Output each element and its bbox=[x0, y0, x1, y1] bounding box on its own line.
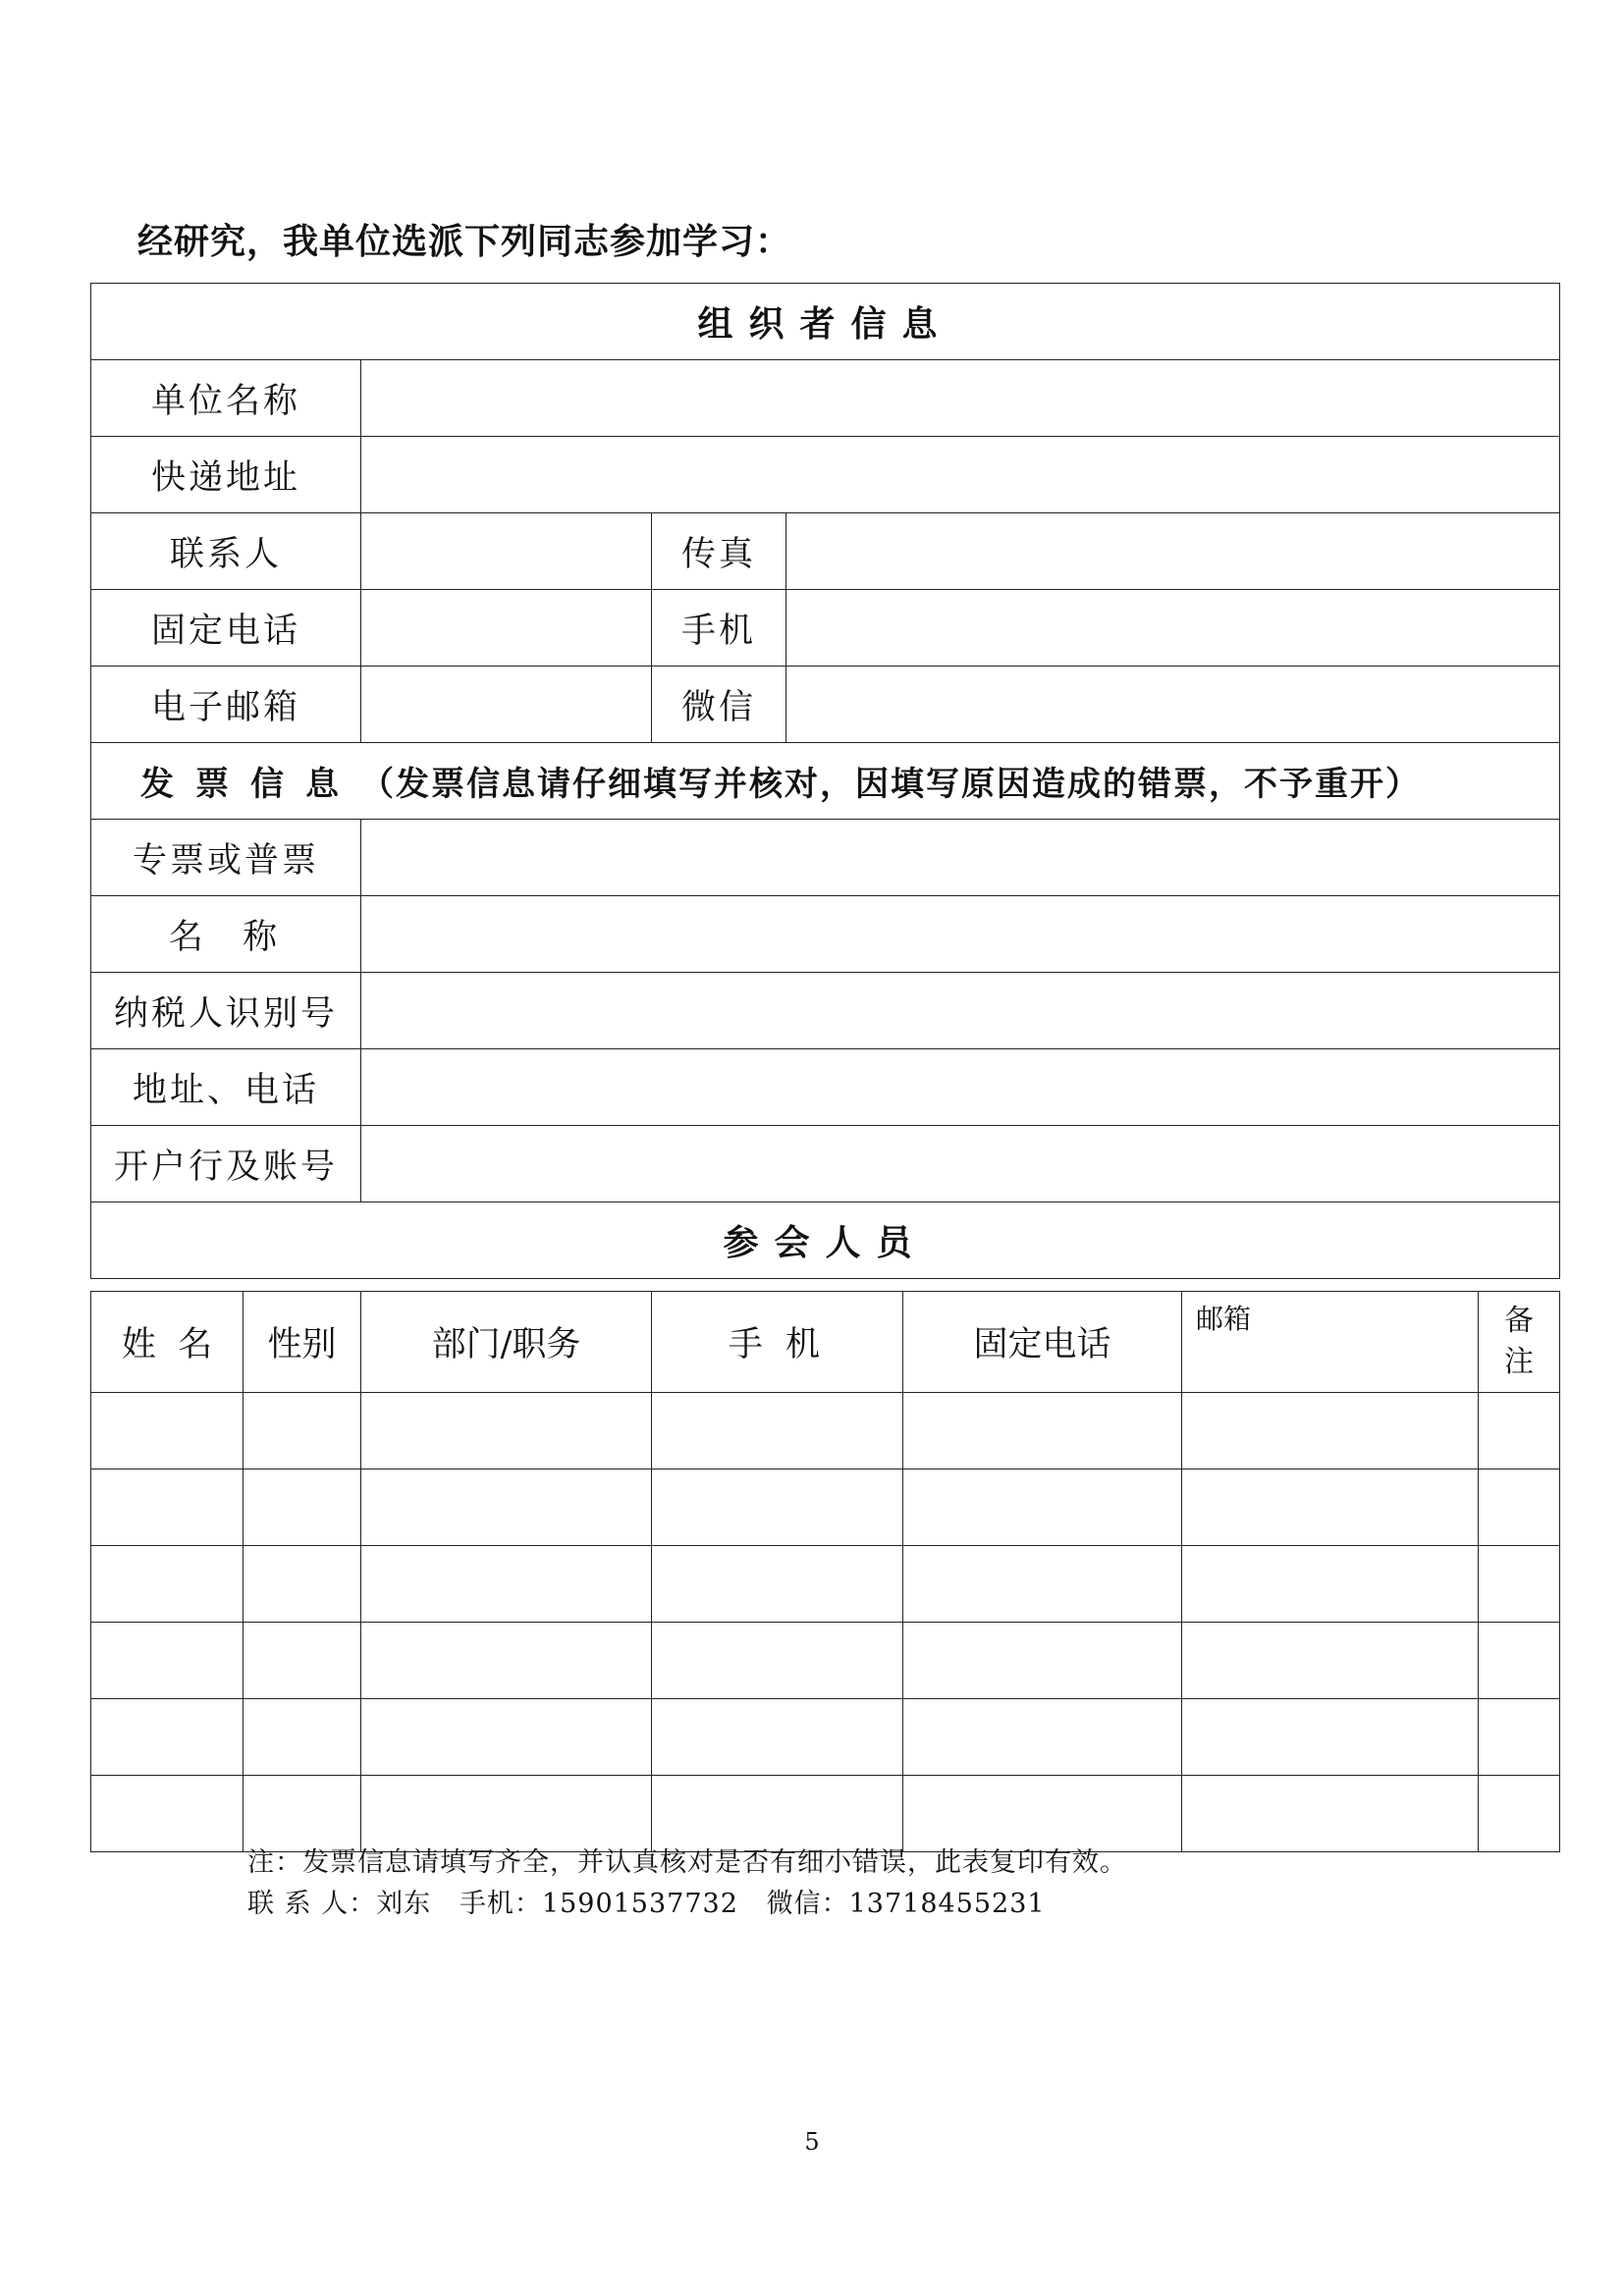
cell[interactable] bbox=[244, 1623, 361, 1699]
email-field[interactable] bbox=[361, 667, 652, 743]
cell[interactable] bbox=[244, 1393, 361, 1469]
organizer-section-title: 组织者信息 bbox=[91, 284, 1560, 360]
cell[interactable] bbox=[361, 1623, 652, 1699]
tax-id-field[interactable] bbox=[361, 973, 1560, 1049]
address-field[interactable] bbox=[361, 437, 1560, 513]
col-name: 姓 名 bbox=[91, 1292, 244, 1393]
attendees-section-title: 参会人员 bbox=[91, 1202, 1560, 1279]
mobile-field[interactable] bbox=[786, 590, 1560, 667]
invoice-address-field[interactable] bbox=[361, 1049, 1560, 1126]
invoice-title: 发票信息 bbox=[140, 765, 360, 804]
unit-name-label: 单位名称 bbox=[91, 360, 361, 437]
mobile-label: 手机 bbox=[652, 590, 786, 667]
table-row bbox=[91, 1699, 1560, 1776]
col-remark: 备注 bbox=[1479, 1292, 1560, 1393]
cell[interactable] bbox=[91, 1623, 244, 1699]
cell[interactable] bbox=[1182, 1699, 1479, 1776]
cell[interactable] bbox=[91, 1469, 244, 1546]
cell[interactable] bbox=[91, 1393, 244, 1469]
cell[interactable] bbox=[903, 1469, 1182, 1546]
cell[interactable] bbox=[1479, 1623, 1560, 1699]
cell[interactable] bbox=[903, 1699, 1182, 1776]
cell[interactable] bbox=[652, 1469, 903, 1546]
invoice-name-label: 名 称 bbox=[91, 896, 361, 973]
attendees-table bbox=[90, 1291, 1560, 1852]
cell[interactable] bbox=[91, 1776, 244, 1852]
table-row bbox=[91, 1546, 1560, 1623]
cell[interactable] bbox=[1182, 1469, 1479, 1546]
cell[interactable] bbox=[903, 1546, 1182, 1623]
col-dept: 部门/职务 bbox=[361, 1292, 652, 1393]
cell[interactable] bbox=[1479, 1699, 1560, 1776]
invoice-note: （发票信息请仔细填写并核对，因填写原因造成的错票，不予重开） bbox=[360, 765, 1421, 804]
cell[interactable] bbox=[903, 1776, 1182, 1852]
unit-name-field[interactable] bbox=[361, 360, 1560, 437]
cell[interactable] bbox=[1479, 1546, 1560, 1623]
cell[interactable] bbox=[1182, 1393, 1479, 1469]
bank-label: 开户行及账号 bbox=[91, 1126, 361, 1202]
invoice-name-field[interactable] bbox=[361, 896, 1560, 973]
cell[interactable] bbox=[652, 1776, 903, 1852]
cell[interactable] bbox=[1479, 1393, 1560, 1469]
invoice-type-field[interactable] bbox=[361, 820, 1560, 896]
invoice-address-label: 地址、电话 bbox=[91, 1049, 361, 1126]
contact-field[interactable] bbox=[361, 513, 652, 590]
col-phone: 固定电话 bbox=[903, 1292, 1182, 1393]
invoice-type-label: 专票或普票 bbox=[91, 820, 361, 896]
intro-text: 经研究，我单位选派下列同志参加学习： bbox=[137, 222, 792, 262]
cell[interactable] bbox=[361, 1699, 652, 1776]
wechat-field[interactable] bbox=[786, 667, 1560, 743]
phone-label: 固定电话 bbox=[91, 590, 361, 667]
col-mobile: 手 机 bbox=[652, 1292, 903, 1393]
email-label: 电子邮箱 bbox=[91, 667, 361, 743]
page-number: 5 bbox=[804, 2128, 820, 2156]
wechat-label: 微信 bbox=[652, 667, 786, 743]
table-row bbox=[91, 1469, 1560, 1546]
cell[interactable] bbox=[1182, 1776, 1479, 1852]
cell[interactable] bbox=[1479, 1776, 1560, 1852]
footer-notes bbox=[247, 1842, 1127, 1925]
cell[interactable] bbox=[361, 1776, 652, 1852]
col-email: 邮箱 bbox=[1182, 1292, 1479, 1393]
note-line-2: 联 系 人：刘东 手机：15901537732 微信：13718455231 bbox=[247, 1889, 1046, 1919]
cell[interactable] bbox=[91, 1699, 244, 1776]
cell[interactable] bbox=[1182, 1623, 1479, 1699]
cell[interactable] bbox=[244, 1469, 361, 1546]
registration-form bbox=[90, 283, 1560, 1279]
cell[interactable] bbox=[903, 1393, 1182, 1469]
tax-id-label: 纳税人识别号 bbox=[91, 973, 361, 1049]
col-gender: 性别 bbox=[244, 1292, 361, 1393]
note-line-1: 注：发票信息请填写齐全，并认真核对是否有细小错误，此表复印有效。 bbox=[247, 1847, 1127, 1878]
invoice-section-title bbox=[91, 743, 1560, 820]
cell[interactable] bbox=[1182, 1546, 1479, 1623]
address-label: 快递地址 bbox=[91, 437, 361, 513]
cell[interactable] bbox=[1479, 1469, 1560, 1546]
table-row bbox=[91, 1393, 1560, 1469]
table-row bbox=[91, 1776, 1560, 1852]
cell[interactable] bbox=[361, 1393, 652, 1469]
cell[interactable] bbox=[903, 1623, 1182, 1699]
cell[interactable] bbox=[652, 1623, 903, 1699]
cell[interactable] bbox=[244, 1546, 361, 1623]
cell[interactable] bbox=[244, 1699, 361, 1776]
table-row bbox=[91, 1623, 1560, 1699]
cell[interactable] bbox=[652, 1393, 903, 1469]
contact-label: 联系人 bbox=[91, 513, 361, 590]
cell[interactable] bbox=[361, 1546, 652, 1623]
fax-field[interactable] bbox=[786, 513, 1560, 590]
cell[interactable] bbox=[244, 1776, 361, 1852]
cell[interactable] bbox=[652, 1546, 903, 1623]
bank-field[interactable] bbox=[361, 1126, 1560, 1202]
cell[interactable] bbox=[361, 1469, 652, 1546]
cell[interactable] bbox=[652, 1699, 903, 1776]
cell[interactable] bbox=[91, 1546, 244, 1623]
fax-label: 传真 bbox=[652, 513, 786, 590]
phone-field[interactable] bbox=[361, 590, 652, 667]
